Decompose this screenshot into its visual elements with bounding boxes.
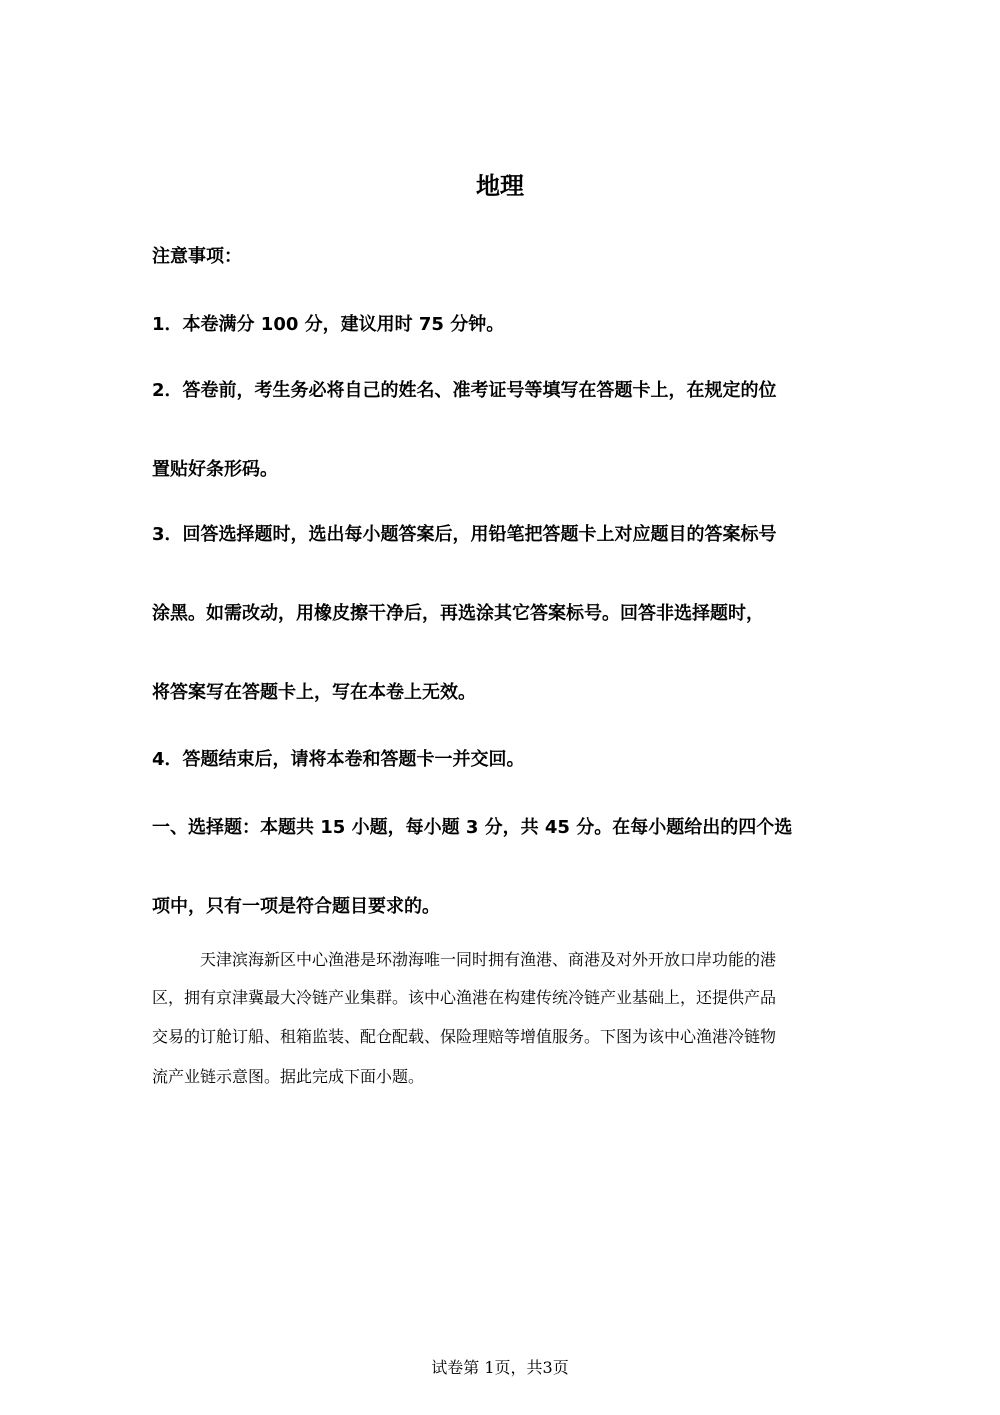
notice-item-3-line-1: 3．回答选择题时，选出每小题答案后，用铅笔把答题卡上对应题目的答案标号 <box>152 524 777 545</box>
passage-line-2: 区，拥有京津冀最大冷链产业集群。该中心渔港在构建传统冷链产业基础上，还提供产品 <box>152 988 777 1007</box>
page-footer: 试卷第 1页，共3页 <box>431 1358 569 1377</box>
notice-item-2-line-2: 置贴好条形码。 <box>152 459 278 480</box>
notice-item-2-line-1: 2．答卷前，考生务必将自己的姓名、准考证号等填写在答题卡上，在规定的位 <box>152 380 777 401</box>
passage-line-1: 天津滨海新区中心渔港是环渤海唯一同时拥有渔港、商港及对外开放口岸功能的港 <box>200 950 777 969</box>
page-title: 地理 <box>476 172 524 200</box>
notice-heading: 注意事项： <box>152 246 242 267</box>
passage-line-3: 交易的订舱订船、租箱监装、配仓配载、保险理赔等增值服务。下图为该中心渔港冷链物 <box>152 1027 777 1046</box>
notice-item-3-line-2: 涂黑。如需改动，用橡皮擦干净后，再选涂其它答案标号。回答非选择题时， <box>152 603 764 624</box>
notice-item-3-line-3: 将答案写在答题卡上，写在本卷上无效。 <box>152 682 476 703</box>
section-heading-line-2: 项中，只有一项是符合题目要求的。 <box>152 896 440 917</box>
notice-item-1: 1．本卷满分 100 分，建议用时 75 分钟。 <box>152 314 505 335</box>
notice-item-4: 4．答题结束后，请将本卷和答题卡一并交回。 <box>152 749 525 770</box>
passage-line-4: 流产业链示意图。据此完成下面小题。 <box>152 1067 425 1086</box>
section-heading-line-1: 一、选择题：本题共 15 小题，每小题 3 分，共 45 分。在每小题给出的四个选 <box>152 817 793 838</box>
